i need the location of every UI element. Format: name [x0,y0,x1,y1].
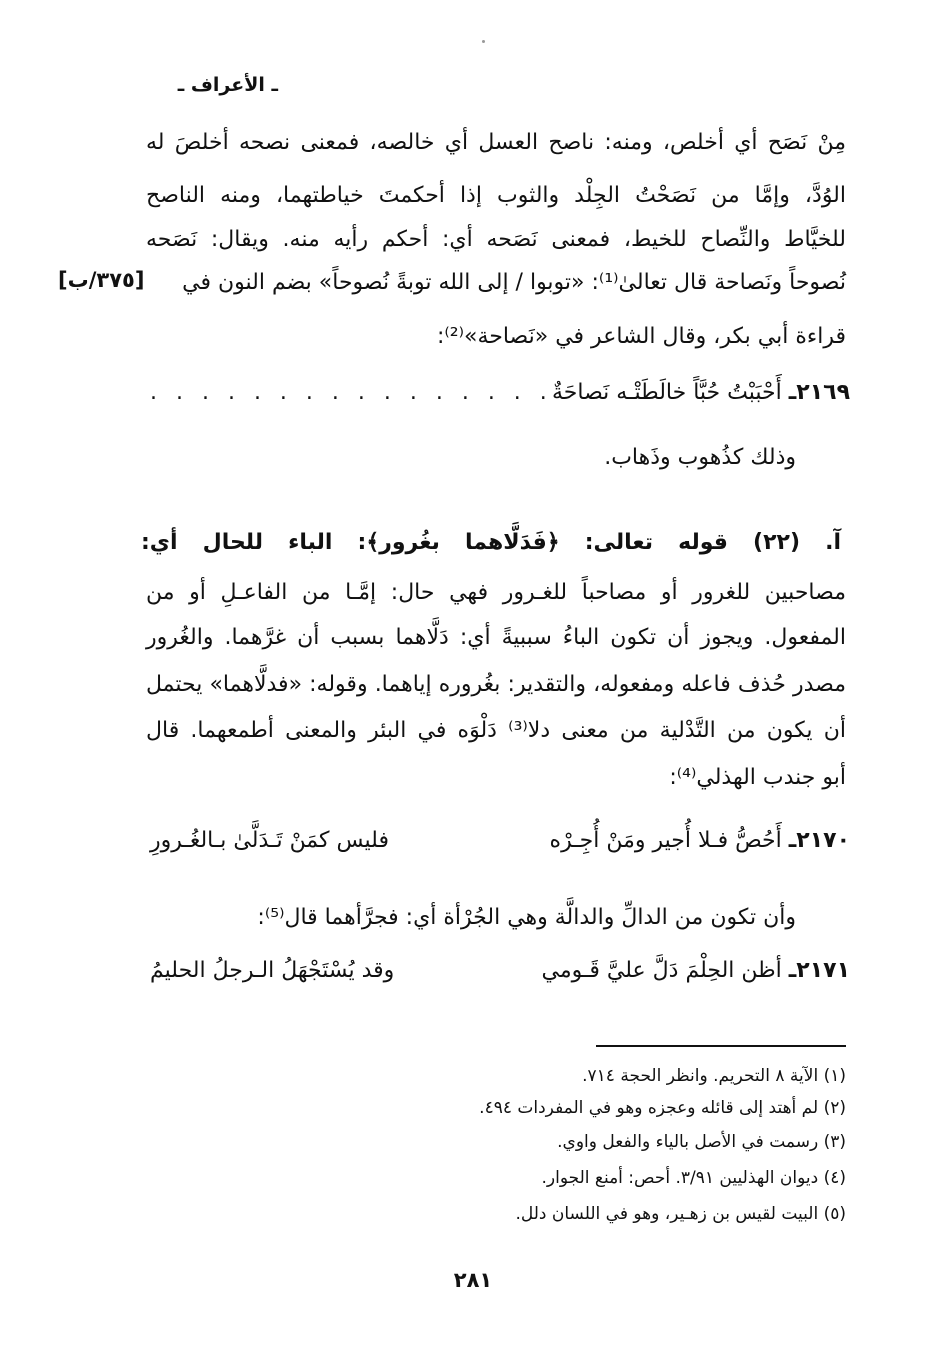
footnote-4: (٤) ديوان الهذليين ٣/٩١. أحص: أمنع الجوار. [541,1168,846,1188]
text-line: قراءة أبي بكر، وقال الشاعر في «نَصاحة»⁽²⁾: [436,324,846,349]
text-line: أبو جندب الهذلي⁽⁴⁾: [669,765,846,790]
text-line: وذلك كذُهوب وذَهاب. [604,445,796,470]
text-line: مِنْ نَصَح أي أخلص، ومنه: ناصح العسل أي خالصه، فمعنى نصحه أخلصَ له [146,130,846,155]
text-line: الوُدَّ، وإمَّا من نَصَحْتُ الجِلْد والثوب إذا أحكمتَ خياطتهما، ومنه الناصح [146,183,846,208]
footnote-separator [596,1045,846,1047]
verse-first-hemistich [552,380,850,405]
margin-folio-note: [٣٧٥/ب] [58,268,145,292]
footnote-1: (١) الآية ٨ التحريم. وانظر الحجة ٧١٤. [582,1066,846,1086]
footnote-2: (٢) لم أهتد إلى قائله وعجزه وهو في المفردات ٤٩٤. [479,1098,846,1118]
text-line: مصاحبين للغرور أو مصاحباً للغـرور فهي حال: إمَّـا من الفاعـلِ أو من [146,580,846,605]
scan-speck [482,40,485,43]
verse-second-hemistich-ellipsis: . . . . . . . . . . . . . . . . [150,380,553,405]
verse-text: أَحُصُّ فـلا أُجير ومَنْ أُجِـرْه [549,828,782,853]
text-line: نُصوحاً ونَصاحة قال تعالىٰ⁽¹⁾: «توبوا / إلى الله توبةً نُصوحاً» بضم النون في [182,270,846,295]
verse-first-hemistich [541,958,850,983]
text-line: للخيَّاط والنِّصاح للخيط، فمعنى نَصَحه أي: أحكم رأيه منه. ويقال: نَصَحه [146,227,846,252]
running-header: ـ الأعراف ـ [177,74,278,96]
verse-number: ٢١٦٩ـ [788,380,850,405]
verse-first-hemistich [550,828,850,853]
page-number: ٢٨١ [453,1268,493,1292]
section-heading: آ. (٢٢) قوله تعالى: ﴿فَدَلَّاهما بغُرور﴾: الباء للحال أي: [141,530,841,555]
text-line: مصدر حُذف فاعله ومفعوله، والتقدير: بغُروره إياهما. وقوله: «فدلَّاهما» يحتمل [146,672,846,697]
text-line: المفعول. ويجوز أن تكون الباءُ سببيةً أي: دَلَّاهما بسبب أن غرَّهما. والغُرور [146,625,846,650]
verse-second-hemistich: فليس كمَنْ تَـدَلَّىٰ بـالغُـرورِ [150,828,389,853]
verse-number: ٢١٧١ـ [788,958,850,983]
text-line: وأن تكون من الدالِّ والدالَّة وهي الجُرْأة أي: فجرَّأهما قال⁽⁵⁾: [257,905,796,930]
verse-second-hemistich: وقد يُسْتَجْهَلُ الـرجلُ الحليمُ [150,958,395,983]
verse-text: أظن الحِلْمَ دَلَّ عليَّ قَـومي [541,958,782,983]
footnote-5: (٥) البيت لقيس بن زهـير، وهو في اللسان دلل. [515,1204,846,1224]
text-line: أن يكون من التَّدْلية من معنى دلا⁽³⁾ دَلْوَه في البئر والمعنى أطمعهما. قال [146,718,846,743]
footnote-3: (٣) رسمت في الأصل بالياء والفعل واوي. [557,1132,846,1152]
verse-text: أَحْبَبْتُ حُبَّاً خالَطَتْـه نَصاحَةٌ [552,380,782,405]
verse-number: ٢١٧٠ـ [788,828,850,853]
